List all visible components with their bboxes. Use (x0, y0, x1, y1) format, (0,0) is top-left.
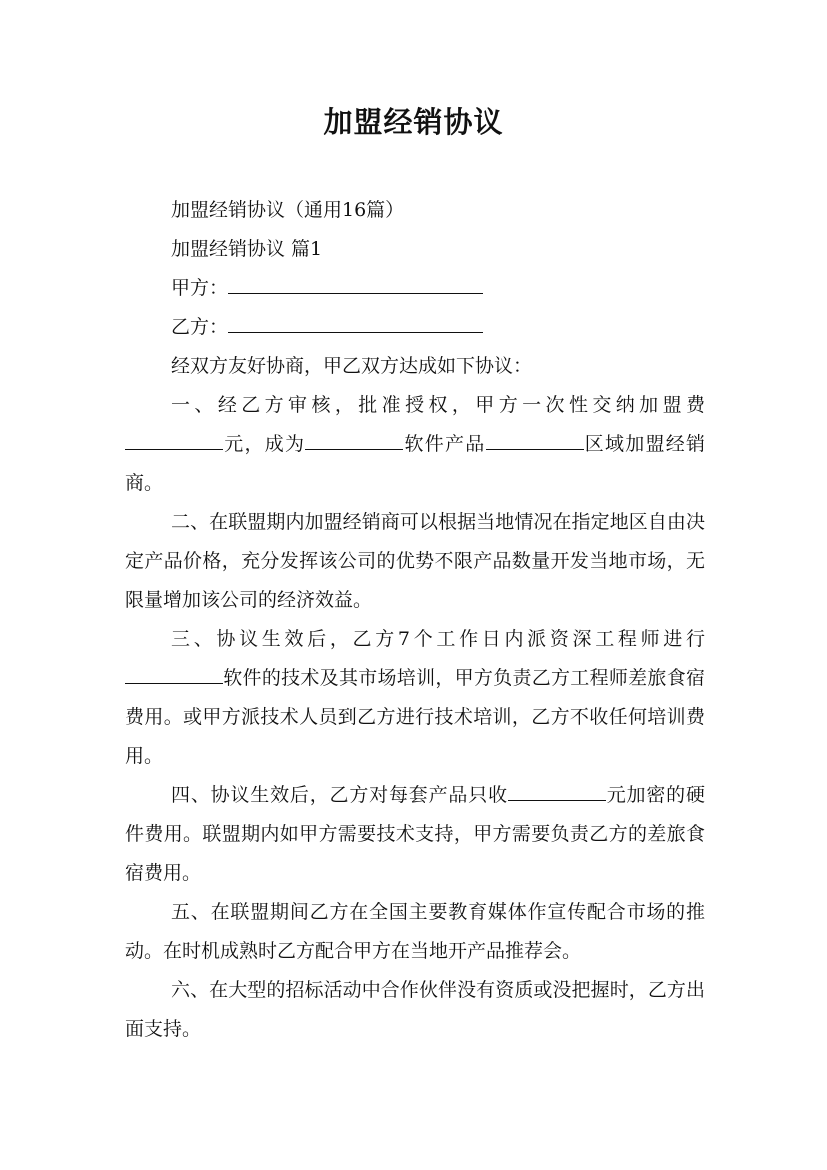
party-a-label: 甲方： (171, 277, 229, 299)
clause-6: 六、在大型的招标活动中合作伙伴没有资质或没把握时，乙方出面支持。 (125, 979, 705, 1040)
clause-3 (125, 620, 705, 776)
clause-4-text-a: 四、协议生效后，乙方对每套产品只收 (171, 784, 508, 806)
section-heading: 加盟经销协议 篇1 (171, 238, 323, 260)
product-blank (305, 430, 403, 450)
fee-blank (125, 430, 223, 450)
clause-4-text-b: 元加密的硬件费用。联盟期内如甲方需要技术支持，甲方需要负责乙方的差旅食宿费用。 (125, 784, 705, 884)
clause-2: 二、在联盟期内加盟经销商可以根据当地情况在指定地区自由决定产品价格，充分发挥该公司的优势不限产品数量开发当地市场，无限量增加该公司的经济效益。 (125, 511, 705, 611)
intro-paragraph: 经双方友好协商，甲乙双方达成如下协议： (171, 355, 533, 377)
clause-4 (125, 776, 705, 893)
party-b-label: 乙方： (171, 316, 229, 338)
clause-1-text-a: 一、经乙方审核，批准授权，甲方一次性交纳加盟费 (171, 394, 705, 416)
party-b-blank (228, 313, 483, 333)
document-title: 加盟经销协议 (323, 105, 504, 139)
document-body (125, 191, 705, 1049)
region-blank (486, 430, 584, 450)
clause-5: 五、在联盟期间乙方在全国主要教育媒体作宣传配合市场的推动。在时机成熟时乙方配合甲方在当地开产品推荐会。 (125, 901, 705, 962)
clause-3-text-a: 三、协议生效后，乙方7个工作日内派资深工程师进行 (171, 628, 705, 650)
hardware-fee-blank (508, 781, 606, 801)
document-subtitle: 加盟经销协议（通用16篇） (171, 199, 405, 221)
party-a-blank (228, 274, 483, 294)
party-b-line (125, 308, 705, 347)
clause-1-text-b: 元，成为 (223, 433, 306, 455)
software-blank (125, 664, 223, 684)
clause-1 (125, 386, 705, 503)
clause-1-text-c: 软件产品 (403, 433, 486, 455)
party-a-line (125, 269, 705, 308)
clause-3-text-b: 软件的技术及其市场培训，甲方负责乙方工程师差旅食宿费用。或甲方派技术人员到乙方进行技术培训，乙方不收任何培训费用。 (125, 667, 705, 767)
clause-1-text-d: 区域加盟经销商。 (125, 433, 705, 494)
